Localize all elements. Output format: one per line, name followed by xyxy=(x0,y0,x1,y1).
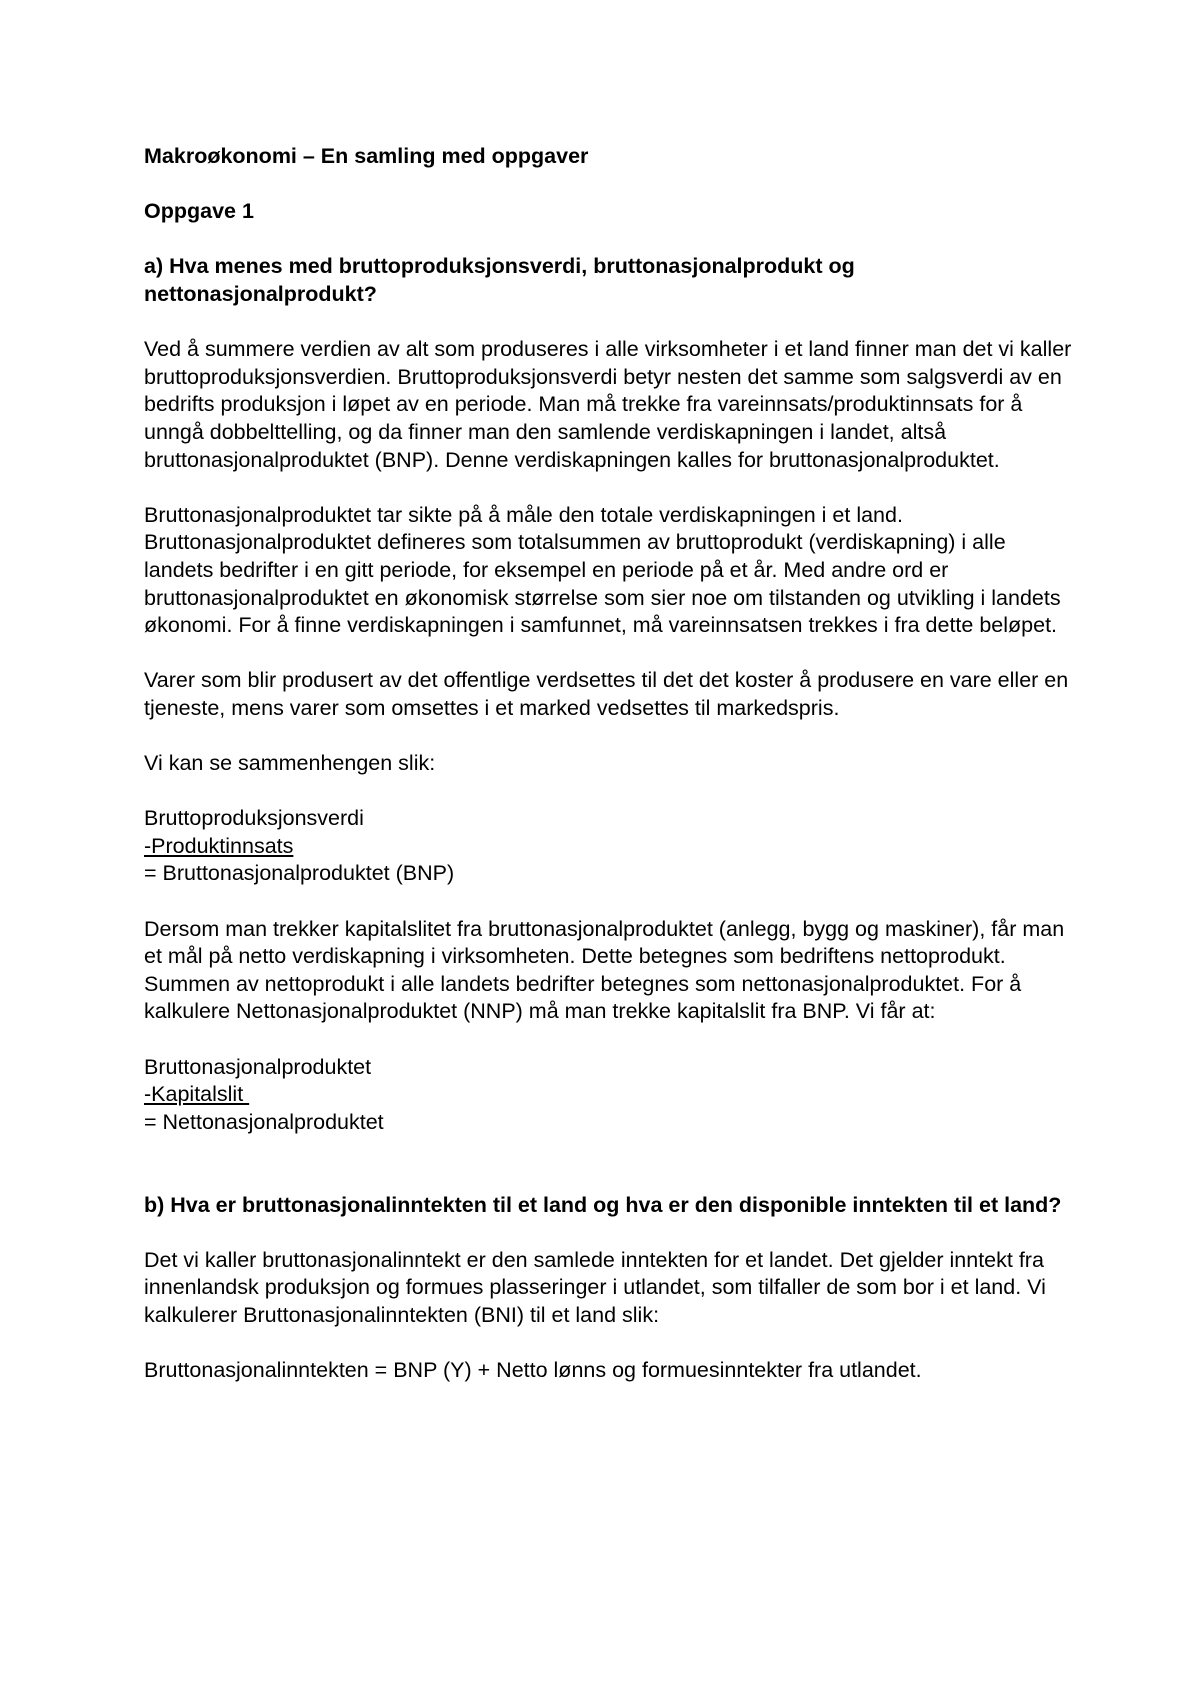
calculation-nnp xyxy=(144,1054,1074,1137)
calc-bnp-line2: -Produktinnsats xyxy=(144,833,294,858)
paragraph-a3: Varer som blir produsert av det offentlige verdsettes til det det koster å produsere en vare eller en tjeneste, mens varer som omsettes i et marked vedsettes til markedspris. xyxy=(144,668,1069,720)
calc-nnp-line3: = Nettonasjonalproduktet xyxy=(144,1109,384,1134)
paragraph-b1: Det vi kaller bruttonasjonalinntekt er den samlede inntekten for et landet. Det gjelder inntekt fra innenlandsk produksjon og formues plasseringer i utlandet, som tilfaller de som bor i et land. Vi kalkulerer Bruttonasjonalinntekten (BNI) til et land slik: xyxy=(144,1247,1046,1327)
calc-bnp-line1: Bruttoproduksjonsverdi xyxy=(144,806,364,831)
paragraph-a2: Bruttonasjonalproduktet tar sikte på å måle den totale verdiskapningen i et land. Bruttonasjonalproduktet defineres som totalsummen av bruttoprodukt (verdiskapning) i alle landets bedrifter i en gitt periode, for eksempel en periode på et år. Med andre ord er bruttonasjonalproduktet en økonomisk størrelse som sier noe om tilstanden og utvikling i landets økonomi. For å finne verdiskapningen i samfunnet, må vareinnsatsen trekkes i fra dette beløpet. xyxy=(144,502,1061,638)
calc-bnp-line3: = Bruttonasjonalproduktet (BNP) xyxy=(144,861,455,886)
paragraph-a1: Ved å summere verdien av alt som produseres i alle virksomheter i et land finner man det vi kaller bruttoproduksjonsverdien. Bruttoproduksjonsverdi betyr nesten det samme som salgsverdi av en bedrifts produksjon i løpet av en periode. Man må trekke fra vareinnsats/produktinnsats for å unngå dobbelttelling, og da finner man den samlende verdiskapningen i landet, altså bruttonasjonalproduktet (BNP). Denne verdiskapningen kalles for bruttonasjonalproduktet. xyxy=(144,337,1072,472)
question-b: b) Hva er bruttonasjonalinntekten til et land og hva er den disponible inntekten til et land? xyxy=(144,1192,1062,1217)
calc-nnp-line1: Bruttonasjonalproduktet xyxy=(144,1054,372,1079)
paragraph-a4: Vi kan se sammenhengen slik: xyxy=(144,751,436,776)
spacer xyxy=(144,1164,1074,1192)
section-heading: Oppgave 1 xyxy=(144,199,254,224)
question-a: a) Hva menes med bruttoproduksjonsverdi, bruttonasjonalprodukt og nettonasjonalprodukt? xyxy=(144,254,855,306)
calc-nnp-line2 xyxy=(144,1081,1074,1109)
calc-nnp-line2-text: -Kapitalslit xyxy=(144,1082,250,1107)
paragraph-a5: Dersom man trekker kapitalslitet fra bruttonasjonalproduktet (anlegg, bygg og maskiner), får man et mål på netto verdiskapning i virksomheten. Dette betegnes som bedriftens nettoprodukt. Summen av nettoprodukt i alle landets bedrifter betegnes som nettonasjonalproduktet. For å kalkulere Nettonasjonalproduktet (NNP) må man trekke kapitalslit fra BNP. Vi får at: xyxy=(144,916,1065,1024)
document-title: Makroøkonomi – En samling med oppgaver xyxy=(144,144,589,168)
paragraph-b2: Bruttonasjonalinntekten = BNP (Y) + Netto lønns og formuesinntekter fra utlandet. xyxy=(144,1358,922,1383)
calculation-bnp xyxy=(144,805,1074,888)
document-body xyxy=(144,143,1074,1412)
